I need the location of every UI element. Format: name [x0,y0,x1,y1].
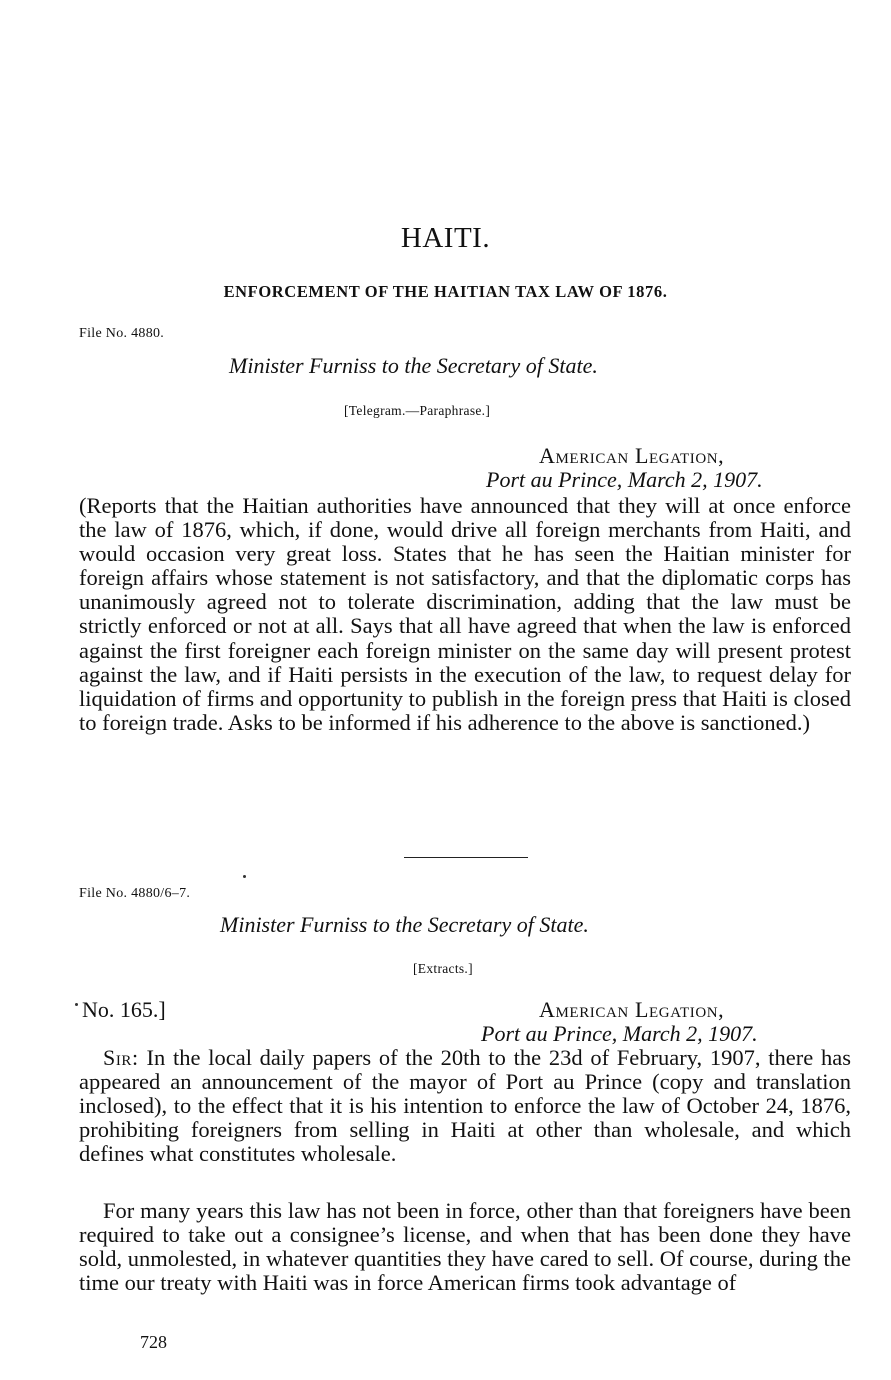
letter-heading-2: Minister Furniss to the Secretary of State. [220,912,589,937]
file-number-2: File No. 4880/6–7. [79,886,191,901]
page-subtitle: ENFORCEMENT OF THE HAITIAN TAX LAW OF 1876. [223,282,668,301]
page-title: HAITI. [400,222,491,254]
letter-paragraph-2 [79,1199,851,1295]
print-speck [75,1003,78,1006]
paragraph-1-text: In the local daily papers of the 20th to the 23d of February, 1907, there has appeared an announcement of the mayor of Port au Prince (copy and translation inclosed), to the effect that it is his intention to enforce the law of October 24, 1876, prohibiting foreigners from selling in Haiti at other than wholesale, and which defines what constitutes wholesale. [79,1045,851,1167]
telegram-body: (Reports that the Haitian authorities have announced that they will at once enforce the law of 1876, which, if done, would drive all foreign merchants from Haiti, and would occasion very great loss. States that he has seen the Haitian minister for foreign affairs whose statement is not satisfactory, and that the diplomatic corps has unanimously agreed not to tolerate discrimination, adding that the law must be strictly enforced or not at all. Says that all have agreed that when the law is enforced against the first foreigner each foreign minister on the same day will present protest against the law, and if Haiti persists in the execution of the law, to request delay for liquidation of firms and opportunity to publish in the foreign press that Haiti is closed to foreign trade. Asks to be informed if his adherence to the above is sanctioned.) [79,493,851,735]
legation-line-2: American Legation, [539,997,725,1022]
despatch-number: No. 165.] [82,997,166,1022]
paragraph-2-text: For many years this law has not been in force, other than that foreigners have been required to take out a consignee’s license, and when that has been done they have sold, unmolested, in whatever quantities they have cared to sell. Of course, during the time our treaty with Haiti was in force American firms took advantage of [79,1198,851,1296]
section-divider [404,857,528,858]
salutation: Sir: [103,1045,139,1070]
letter-note-2: [Extracts.] [413,961,473,976]
place-date-2: Port au Prince, March 2, 1907. [481,1021,758,1046]
letter-paragraph-1 [79,1046,851,1166]
place-date-1: Port au Prince, March 2, 1907. [486,467,763,492]
page-number: 728 [140,1332,167,1352]
letter-note-1: [Telegram.—Paraphrase.] [344,403,491,418]
legation-line-1: American Legation, [539,443,725,468]
letter-heading-1: Minister Furniss to the Secretary of State. [229,353,598,378]
print-speck [243,875,246,878]
file-number-1: File No. 4880. [79,326,165,341]
